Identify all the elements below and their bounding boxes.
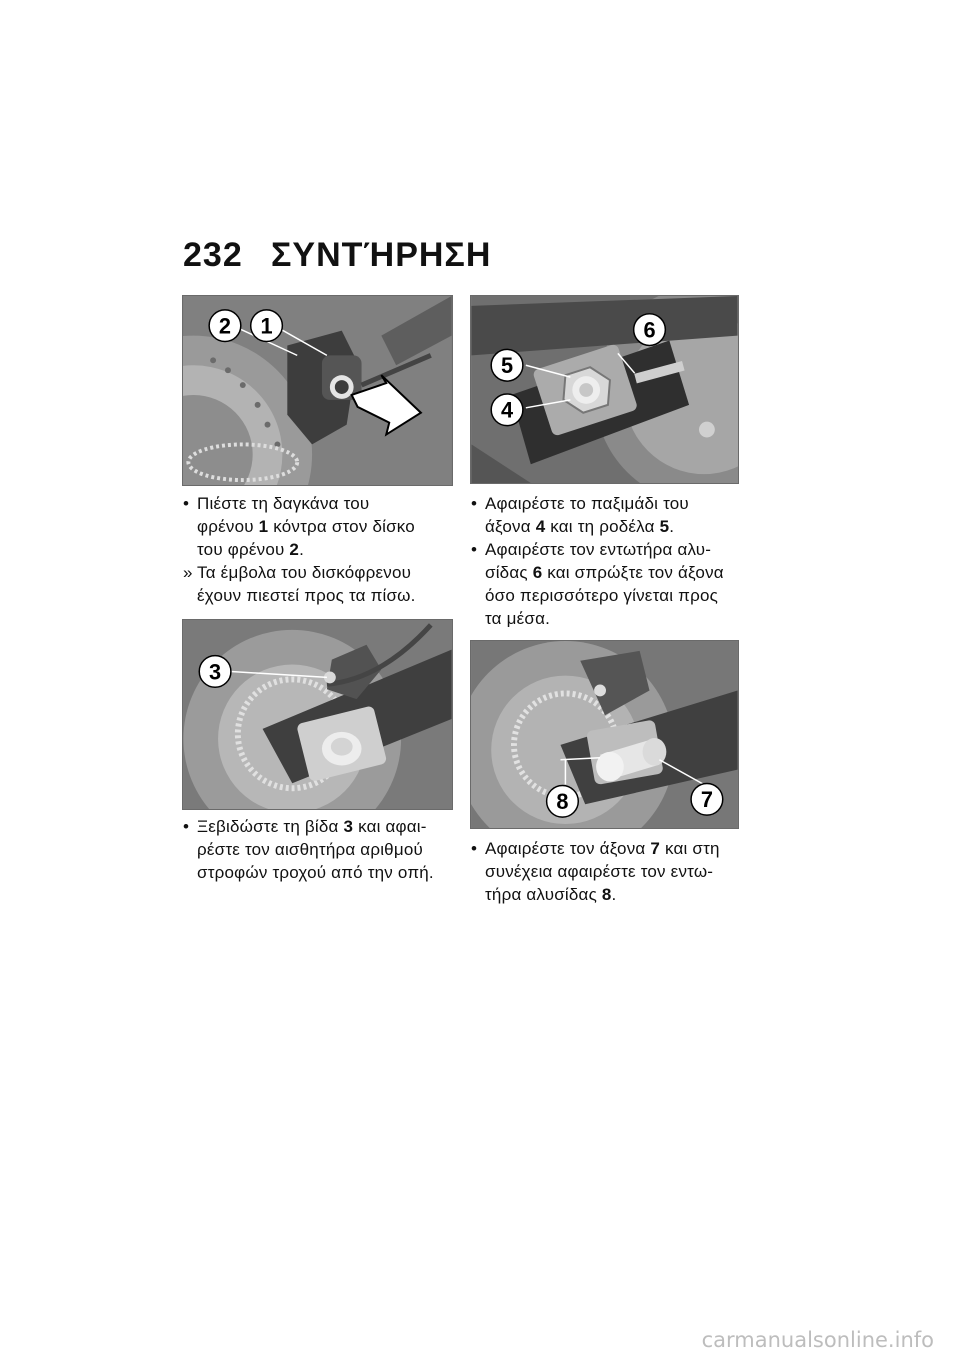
step-line: του φρένου 2.: [197, 540, 304, 559]
callout-3: [199, 656, 231, 688]
figure-axle-nut: [470, 295, 739, 484]
result-pistons-pressed: [183, 561, 463, 607]
svg-text:1: 1: [260, 313, 273, 339]
step-line: στροφών τροχού από την οπή.: [197, 863, 434, 882]
svg-text:8: 8: [556, 789, 569, 815]
svg-text:3: 3: [209, 659, 222, 685]
callout-7: [691, 783, 723, 815]
step-line: ρέστε τον αισθητήρα αριθμού: [197, 840, 423, 859]
step-line: τήρα αλυσίδας 8.: [485, 885, 617, 904]
svg-text:4: 4: [500, 397, 514, 423]
step-line: συνέχεια αφαιρέστε τον εντω-: [485, 862, 714, 881]
bullet-marker: •: [183, 817, 190, 836]
step-line: Τα έμβολα του δισκόφρενου: [197, 563, 412, 582]
callout-2: [209, 310, 241, 342]
watermark-text: carmanualsonline.info: [701, 1328, 934, 1352]
abs-sensor-illustration: [183, 620, 452, 809]
step-line: Ξεβιδώστε τη βίδα 3 και αφαι-: [197, 817, 427, 836]
step-press-caliper: [183, 492, 463, 561]
section-title: ΣΥΝΤΉΡΗΣΗ: [271, 236, 492, 274]
step-remove-axle: [471, 837, 751, 906]
axle-nut-illustration: [471, 296, 738, 483]
bullet-marker: •: [471, 540, 478, 559]
bullet-marker: •: [183, 494, 190, 513]
svg-text:2: 2: [218, 313, 232, 339]
page-header: [183, 236, 783, 280]
instructions-block-3: [183, 815, 463, 884]
step-line: όσο περισσότερο γίνεται προς: [485, 586, 719, 605]
step-line: τα μέσα.: [485, 609, 551, 628]
figure-brake-caliper: [182, 295, 453, 486]
step-remove-chain-adjuster: [471, 538, 751, 630]
step-line: σίδας 6 και σπρώξτε τον άξονα: [485, 563, 724, 582]
step-line: Αφαιρέστε τον εντωτήρα αλυ-: [485, 540, 712, 559]
instructions-block-2: [471, 492, 751, 630]
callout-5: [491, 349, 523, 381]
bullet-marker: •: [471, 494, 478, 513]
axle-removal-illustration: [471, 641, 738, 828]
result-marker: »: [183, 563, 193, 582]
step-line: άξονα 4 και τη ροδέλα 5.: [485, 517, 675, 536]
bullet-marker: •: [471, 839, 478, 858]
step-line: έχουν πιεστεί προς τα πίσω.: [197, 586, 416, 605]
figure-axle-removal: [470, 640, 739, 829]
svg-text:6: 6: [643, 317, 656, 343]
step-line: Αφαιρέστε τον άξονα 7 και στη: [485, 839, 720, 858]
svg-text:5: 5: [500, 353, 514, 379]
svg-text:7: 7: [700, 787, 713, 813]
page-number: 232: [183, 236, 243, 274]
instructions-block-4: [471, 837, 751, 906]
brake-caliper-illustration: [183, 296, 452, 485]
callout-8: [547, 785, 579, 817]
figure-abs-sensor: [182, 619, 453, 810]
step-line: Πιέστε τη δαγκάνα του: [197, 494, 370, 513]
step-line: Αφαιρέστε το παξιμάδι του: [485, 494, 689, 513]
step-line: φρένου 1 κόντρα στον δίσκο: [197, 517, 415, 536]
step-remove-axle-nut: [471, 492, 751, 538]
instructions-block-1: [183, 492, 463, 607]
callout-1: [251, 310, 283, 342]
callout-4: [491, 394, 523, 426]
callout-6: [634, 314, 666, 346]
step-remove-abs-sensor: [183, 815, 463, 884]
